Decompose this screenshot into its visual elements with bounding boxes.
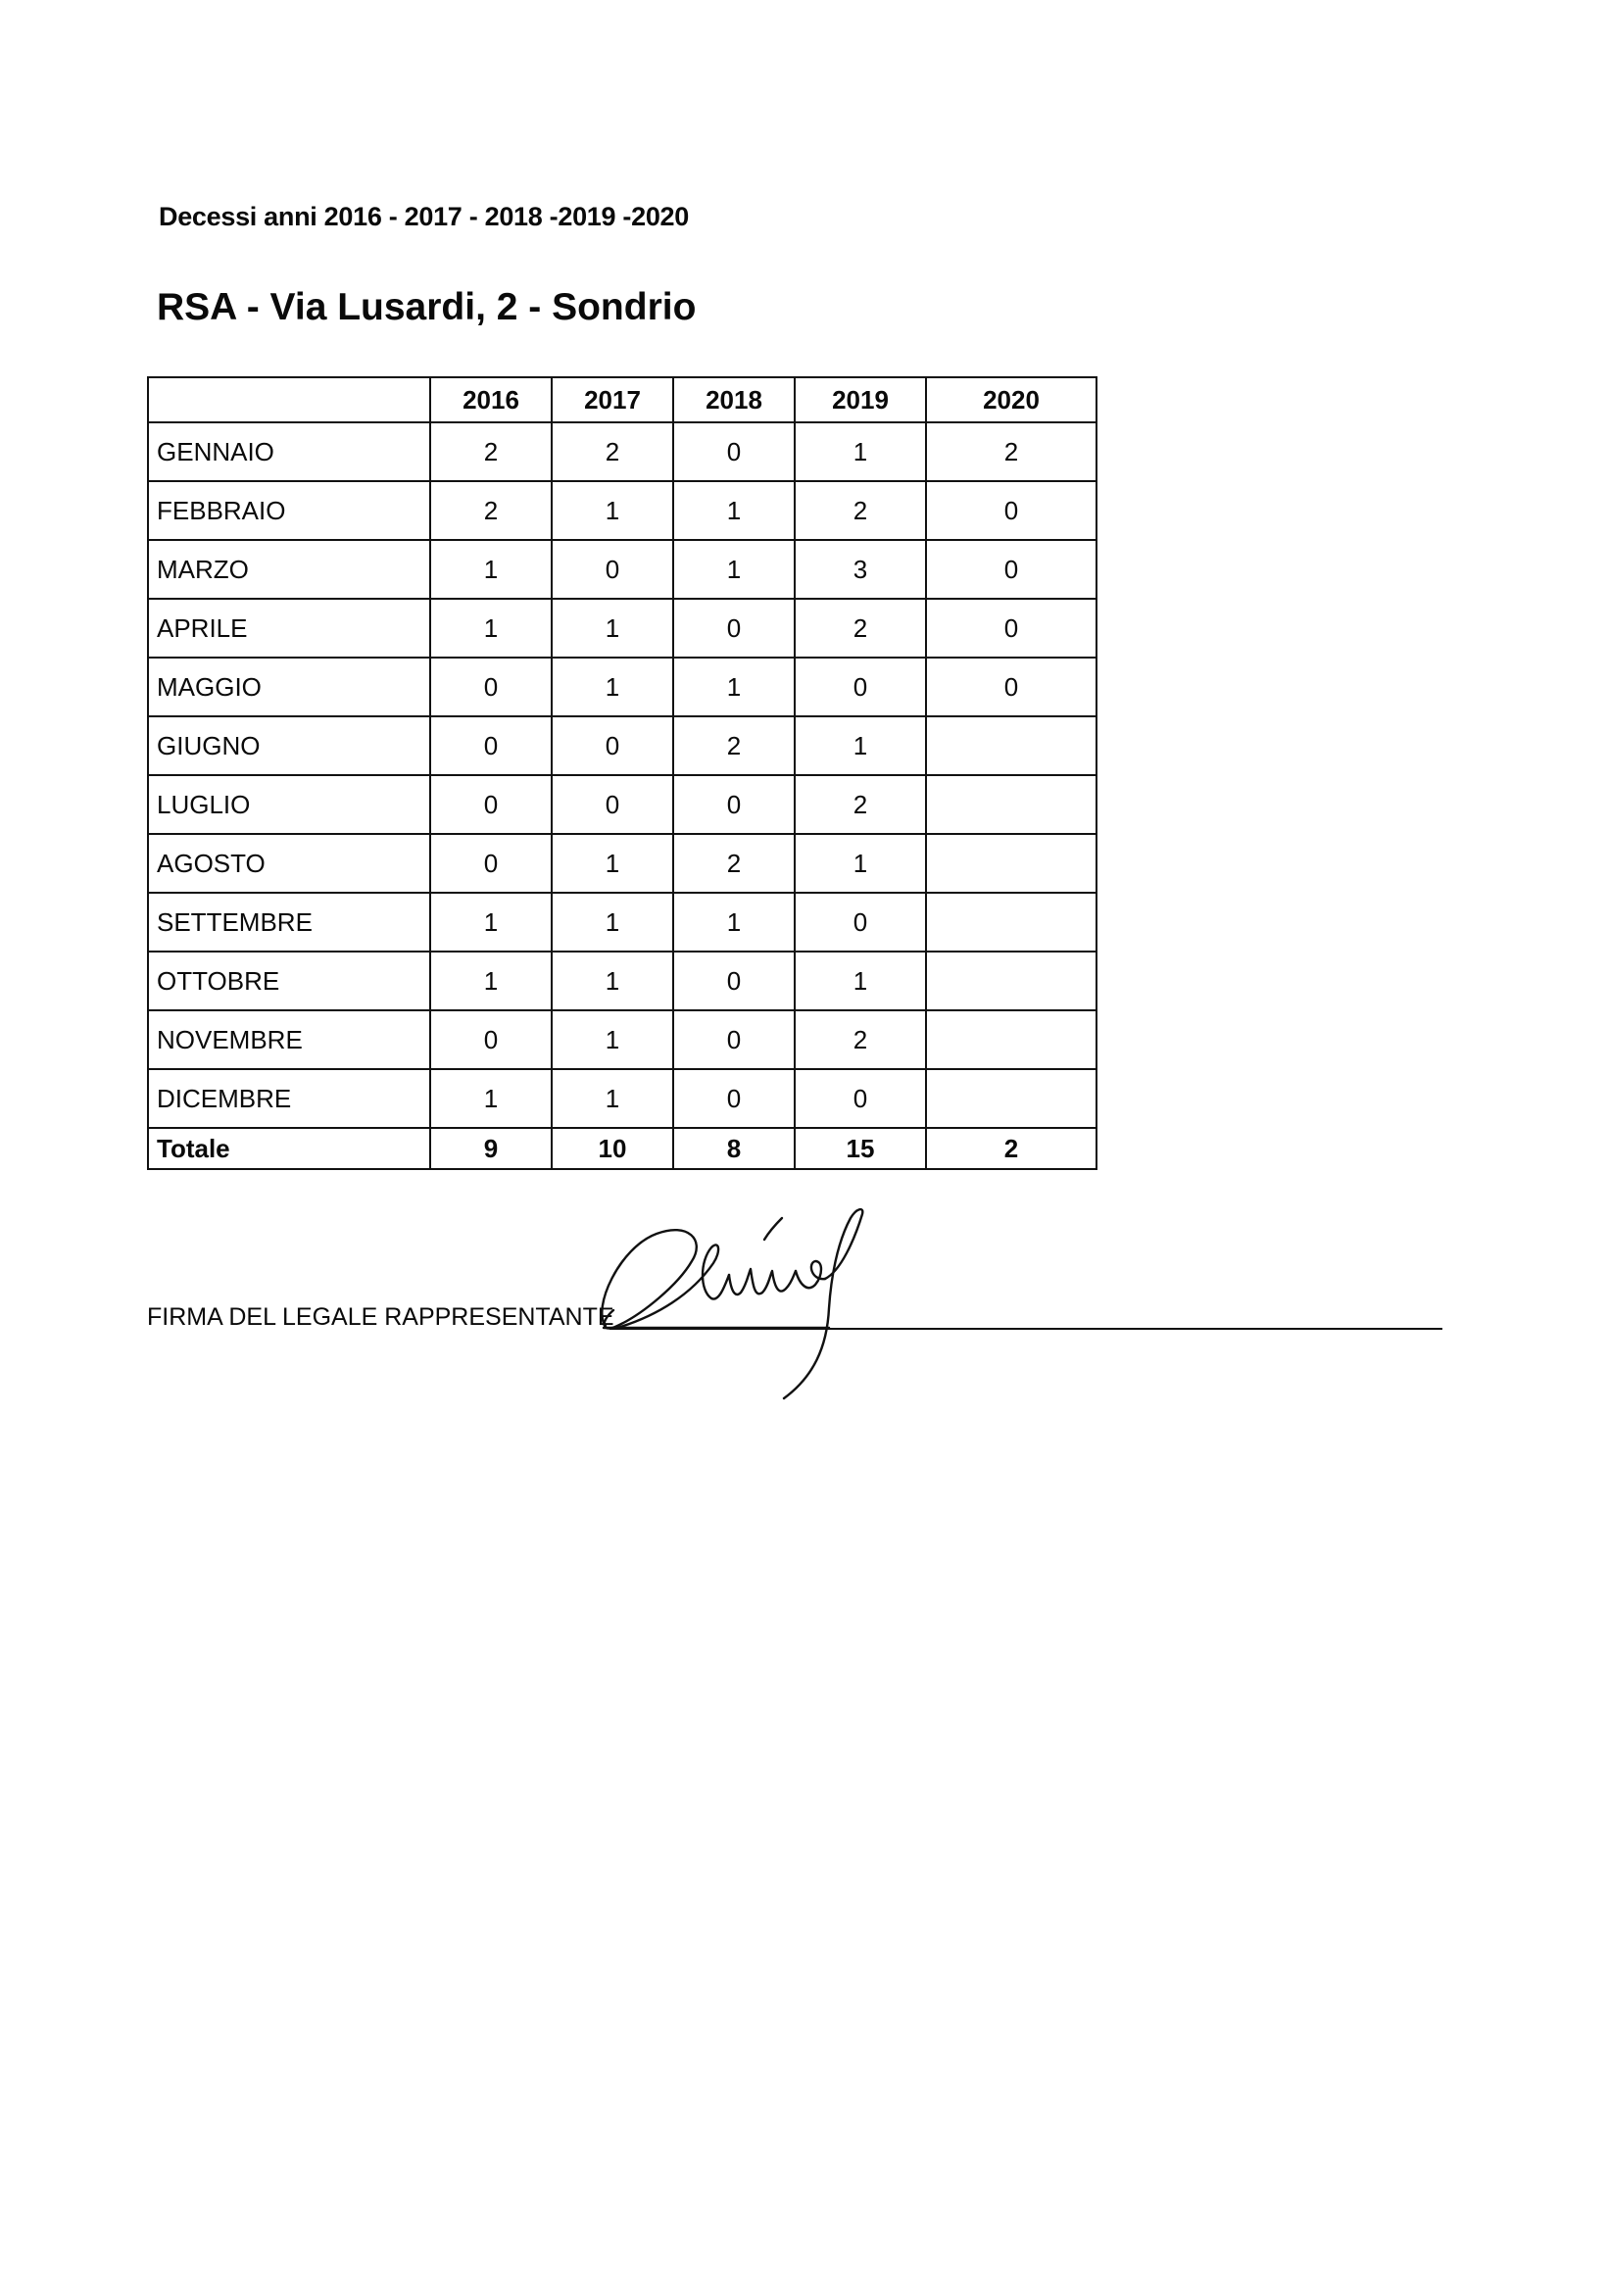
total-value-cell: 15	[795, 1128, 926, 1169]
value-cell: 0	[552, 716, 673, 775]
value-cell: 1	[795, 422, 926, 481]
value-cell: 1	[430, 952, 552, 1010]
value-cell: 1	[430, 1069, 552, 1128]
table-row	[148, 1010, 1096, 1069]
value-cell: 0	[926, 540, 1096, 599]
value-cell: 1	[430, 540, 552, 599]
value-cell: 2	[673, 716, 795, 775]
value-cell: 2	[926, 422, 1096, 481]
total-value-cell: 9	[430, 1128, 552, 1169]
value-cell: 0	[926, 658, 1096, 716]
value-cell: 1	[673, 893, 795, 952]
header-cell-2020: 2020	[926, 377, 1096, 422]
table-row	[148, 658, 1096, 716]
value-cell: 2	[795, 775, 926, 834]
value-cell	[926, 716, 1096, 775]
value-cell: 2	[430, 481, 552, 540]
document-subtitle: Decessi anni 2016 - 2017 - 2018 -2019 -2020	[159, 202, 689, 231]
value-cell: 0	[795, 893, 926, 952]
table-row	[148, 834, 1096, 893]
total-label: Totale	[148, 1128, 430, 1169]
month-cell: MAGGIO	[148, 658, 430, 716]
month-cell: SETTEMBRE	[148, 893, 430, 952]
value-cell: 0	[673, 1010, 795, 1069]
value-cell: 1	[552, 1010, 673, 1069]
value-cell: 1	[552, 893, 673, 952]
value-cell	[926, 1069, 1096, 1128]
value-cell: 0	[430, 658, 552, 716]
month-cell: AGOSTO	[148, 834, 430, 893]
value-cell: 1	[430, 893, 552, 952]
table-row	[148, 775, 1096, 834]
table-row	[148, 1069, 1096, 1128]
value-cell	[926, 775, 1096, 834]
value-cell: 2	[795, 599, 926, 658]
value-cell: 0	[926, 599, 1096, 658]
month-cell: NOVEMBRE	[148, 1010, 430, 1069]
value-cell: 3	[795, 540, 926, 599]
month-cell: APRILE	[148, 599, 430, 658]
total-row	[148, 1128, 1096, 1169]
table-row	[148, 540, 1096, 599]
header-cell-2018: 2018	[673, 377, 795, 422]
value-cell: 1	[795, 834, 926, 893]
table-row	[148, 893, 1096, 952]
table-row	[148, 599, 1096, 658]
table-header-row	[148, 377, 1096, 422]
value-cell: 0	[673, 422, 795, 481]
value-cell: 1	[552, 834, 673, 893]
value-cell: 1	[673, 540, 795, 599]
value-cell: 2	[795, 1010, 926, 1069]
value-cell	[926, 952, 1096, 1010]
total-value-cell: 8	[673, 1128, 795, 1169]
value-cell: 1	[795, 716, 926, 775]
header-cell-2019: 2019	[795, 377, 926, 422]
total-value-cell: 10	[552, 1128, 673, 1169]
value-cell	[926, 834, 1096, 893]
value-cell: 0	[795, 1069, 926, 1128]
value-cell	[926, 1010, 1096, 1069]
value-cell: 1	[552, 1069, 673, 1128]
table-row	[148, 422, 1096, 481]
value-cell: 1	[552, 658, 673, 716]
value-cell: 2	[430, 422, 552, 481]
total-value-cell: 2	[926, 1128, 1096, 1169]
handwritten-signature	[598, 1200, 911, 1406]
value-cell: 1	[552, 599, 673, 658]
value-cell: 2	[795, 481, 926, 540]
value-cell: 0	[430, 1010, 552, 1069]
signature-label: FIRMA DEL LEGALE RAPPRESENTANTE	[147, 1303, 614, 1331]
value-cell: 0	[673, 1069, 795, 1128]
value-cell: 0	[552, 775, 673, 834]
month-cell: OTTOBRE	[148, 952, 430, 1010]
value-cell: 2	[673, 834, 795, 893]
month-cell: DICEMBRE	[148, 1069, 430, 1128]
value-cell: 1	[673, 481, 795, 540]
month-cell: LUGLIO	[148, 775, 430, 834]
value-cell: 1	[795, 952, 926, 1010]
table-row	[148, 481, 1096, 540]
value-cell: 0	[430, 716, 552, 775]
month-cell: GENNAIO	[148, 422, 430, 481]
value-cell: 1	[673, 658, 795, 716]
month-cell: FEBBRAIO	[148, 481, 430, 540]
table-row	[148, 716, 1096, 775]
value-cell: 0	[430, 775, 552, 834]
value-cell: 0	[673, 952, 795, 1010]
header-cell-2016: 2016	[430, 377, 552, 422]
value-cell: 1	[552, 481, 673, 540]
month-cell: GIUGNO	[148, 716, 430, 775]
value-cell: 1	[552, 952, 673, 1010]
value-cell: 1	[430, 599, 552, 658]
value-cell	[926, 893, 1096, 952]
header-cell-2017: 2017	[552, 377, 673, 422]
deaths-table	[147, 376, 1097, 1170]
value-cell: 0	[673, 775, 795, 834]
document-title: RSA - Via Lusardi, 2 - Sondrio	[157, 286, 697, 328]
value-cell: 0	[795, 658, 926, 716]
value-cell: 2	[552, 422, 673, 481]
month-cell: MARZO	[148, 540, 430, 599]
value-cell: 0	[926, 481, 1096, 540]
table-row	[148, 952, 1096, 1010]
value-cell: 0	[673, 599, 795, 658]
value-cell: 0	[552, 540, 673, 599]
value-cell: 0	[430, 834, 552, 893]
header-cell-blank	[148, 377, 430, 422]
